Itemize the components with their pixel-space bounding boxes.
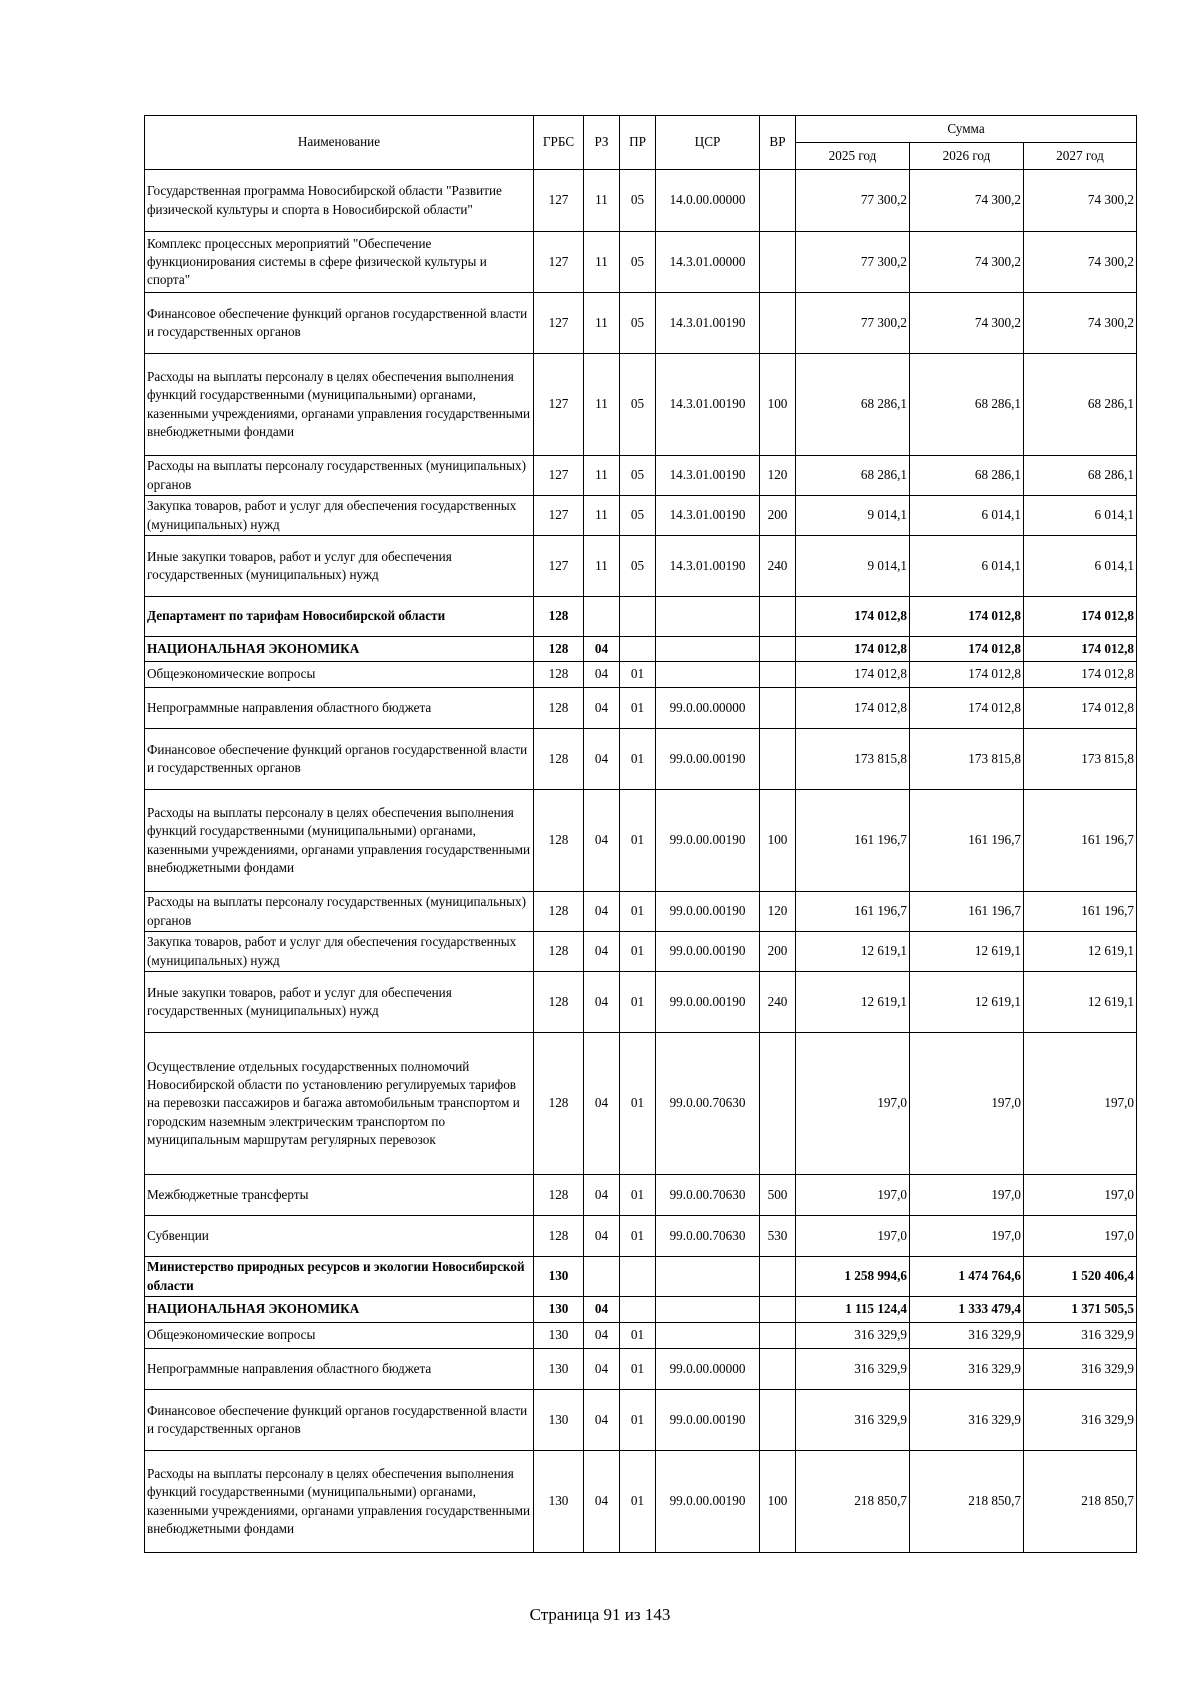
row-csr [656, 1323, 760, 1349]
row-rz: 04 [584, 1297, 620, 1323]
row-sum-2025: 9 014,1 [796, 496, 910, 536]
row-sum-2027: 68 286,1 [1024, 354, 1137, 456]
row-csr: 14.0.00.00000 [656, 170, 760, 232]
row-sum-2027: 161 196,7 [1024, 790, 1137, 892]
header-year-2026: 2026 год [910, 143, 1024, 170]
row-vr [760, 637, 796, 662]
row-name: Общеэкономические вопросы [145, 1323, 534, 1349]
row-sum-2027: 174 012,8 [1024, 662, 1137, 688]
row-csr: 99.0.00.00190 [656, 932, 760, 972]
row-csr: 99.0.00.70630 [656, 1175, 760, 1216]
header-csr: ЦСР [656, 116, 760, 170]
row-sum-2026: 74 300,2 [910, 232, 1024, 293]
row-vr [760, 688, 796, 729]
row-name: Расходы на выплаты персоналу в целях обеспечения выполнения функций государственными (муниципальными) органами, казенными учреждениями, органами управления государственными внебюджетными фондами [145, 1451, 534, 1553]
row-name: Субвенции [145, 1216, 534, 1257]
table-row [145, 729, 1137, 790]
row-csr: 99.0.00.00000 [656, 688, 760, 729]
row-sum-2027: 316 329,9 [1024, 1349, 1137, 1390]
row-name: Иные закупки товаров, работ и услуг для обеспечения государственных (муниципальных) нужд [145, 536, 534, 597]
row-pr: 05 [620, 232, 656, 293]
table-row [145, 1175, 1137, 1216]
row-csr: 99.0.00.00190 [656, 1451, 760, 1553]
row-vr [760, 293, 796, 354]
row-csr: 99.0.00.70630 [656, 1033, 760, 1175]
table-row [145, 170, 1137, 232]
row-sum-2027: 6 014,1 [1024, 496, 1137, 536]
row-pr: 05 [620, 293, 656, 354]
row-sum-2026: 161 196,7 [910, 892, 1024, 932]
row-rz: 11 [584, 293, 620, 354]
row-name: Иные закупки товаров, работ и услуг для обеспечения государственных (муниципальных) нужд [145, 972, 534, 1033]
row-sum-2025: 316 329,9 [796, 1390, 910, 1451]
row-pr: 01 [620, 790, 656, 892]
row-sum-2026: 6 014,1 [910, 536, 1024, 597]
row-sum-2025: 12 619,1 [796, 932, 910, 972]
row-sum-2025: 316 329,9 [796, 1349, 910, 1390]
row-sum-2027: 316 329,9 [1024, 1323, 1137, 1349]
row-sum-2027: 316 329,9 [1024, 1390, 1137, 1451]
row-rz: 11 [584, 354, 620, 456]
row-sum-2026: 174 012,8 [910, 688, 1024, 729]
row-sum-2025: 1 115 124,4 [796, 1297, 910, 1323]
row-vr [760, 170, 796, 232]
row-vr [760, 232, 796, 293]
row-pr: 01 [620, 1390, 656, 1451]
row-csr: 14.3.01.00190 [656, 354, 760, 456]
row-sum-2027: 197,0 [1024, 1175, 1137, 1216]
row-csr: 99.0.00.00190 [656, 892, 760, 932]
row-name: НАЦИОНАЛЬНАЯ ЭКОНОМИКА [145, 1297, 534, 1323]
row-rz: 04 [584, 1349, 620, 1390]
row-grbs: 128 [534, 597, 584, 637]
table-row [145, 1323, 1137, 1349]
row-pr: 01 [620, 1323, 656, 1349]
row-sum-2025: 173 815,8 [796, 729, 910, 790]
row-name: Осуществление отдельных государственных полномочий Новосибирской области по установлению регулируемых тарифов на перевозки пассажиров и багажа автомобильным транспортом и городским наземным электрическим транспортом по муниципальным маршрутам регулярных перевозок [145, 1033, 534, 1175]
row-sum-2026: 197,0 [910, 1216, 1024, 1257]
row-sum-2027: 12 619,1 [1024, 972, 1137, 1033]
row-sum-2027: 74 300,2 [1024, 293, 1137, 354]
row-sum-2025: 197,0 [796, 1175, 910, 1216]
row-name: НАЦИОНАЛЬНАЯ ЭКОНОМИКА [145, 637, 534, 662]
row-sum-2026: 74 300,2 [910, 170, 1024, 232]
row-csr: 14.3.01.00190 [656, 496, 760, 536]
row-vr [760, 597, 796, 637]
row-name: Министерство природных ресурсов и экологии Новосибирской области [145, 1257, 534, 1297]
row-csr [656, 637, 760, 662]
row-sum-2025: 197,0 [796, 1033, 910, 1175]
row-vr [760, 662, 796, 688]
row-grbs: 127 [534, 536, 584, 597]
row-name: Расходы на выплаты персоналу государственных (муниципальных) органов [145, 456, 534, 496]
row-name: Финансовое обеспечение функций органов государственной власти и государственных органов [145, 729, 534, 790]
row-sum-2025: 174 012,8 [796, 662, 910, 688]
row-vr: 530 [760, 1216, 796, 1257]
table-body [145, 170, 1137, 1553]
row-rz: 04 [584, 1323, 620, 1349]
row-pr: 01 [620, 1175, 656, 1216]
row-sum-2026: 174 012,8 [910, 597, 1024, 637]
row-csr: 99.0.00.00190 [656, 972, 760, 1033]
row-grbs: 130 [534, 1257, 584, 1297]
row-vr [760, 1297, 796, 1323]
table-row [145, 1033, 1137, 1175]
row-sum-2026: 218 850,7 [910, 1451, 1024, 1553]
row-pr [620, 1297, 656, 1323]
row-sum-2027: 174 012,8 [1024, 688, 1137, 729]
row-sum-2026: 68 286,1 [910, 354, 1024, 456]
row-rz: 04 [584, 972, 620, 1033]
row-rz: 11 [584, 536, 620, 597]
row-vr [760, 1390, 796, 1451]
row-pr: 05 [620, 456, 656, 496]
row-csr [656, 597, 760, 637]
row-vr [760, 1349, 796, 1390]
row-grbs: 128 [534, 972, 584, 1033]
budget-table [144, 115, 1137, 1553]
row-sum-2025: 174 012,8 [796, 597, 910, 637]
row-rz: 11 [584, 456, 620, 496]
row-vr: 100 [760, 790, 796, 892]
row-grbs: 128 [534, 932, 584, 972]
row-name: Государственная программа Новосибирской области "Развитие физической культуры и спорта в Новосибирской области" [145, 170, 534, 232]
row-csr: 99.0.00.00190 [656, 729, 760, 790]
row-pr: 05 [620, 354, 656, 456]
row-rz: 04 [584, 1390, 620, 1451]
header-rz: РЗ [584, 116, 620, 170]
row-vr [760, 729, 796, 790]
row-pr [620, 597, 656, 637]
row-name: Непрограммные направления областного бюджета [145, 688, 534, 729]
row-csr: 99.0.00.00190 [656, 790, 760, 892]
row-sum-2027: 173 815,8 [1024, 729, 1137, 790]
table-row [145, 232, 1137, 293]
row-sum-2026: 197,0 [910, 1033, 1024, 1175]
row-grbs: 130 [534, 1323, 584, 1349]
table-row [145, 1216, 1137, 1257]
row-vr [760, 1323, 796, 1349]
header-grbs: ГРБС [534, 116, 584, 170]
row-pr: 01 [620, 1349, 656, 1390]
row-sum-2025: 174 012,8 [796, 637, 910, 662]
row-vr: 500 [760, 1175, 796, 1216]
header-name: Наименование [145, 116, 534, 170]
row-sum-2026: 316 329,9 [910, 1390, 1024, 1451]
row-sum-2025: 316 329,9 [796, 1323, 910, 1349]
row-sum-2025: 1 258 994,6 [796, 1257, 910, 1297]
row-sum-2026: 316 329,9 [910, 1323, 1024, 1349]
row-rz [584, 597, 620, 637]
table-row [145, 972, 1137, 1033]
row-sum-2025: 68 286,1 [796, 354, 910, 456]
row-vr: 100 [760, 1451, 796, 1553]
row-name: Расходы на выплаты персоналу государственных (муниципальных) органов [145, 892, 534, 932]
row-pr: 01 [620, 1033, 656, 1175]
row-grbs: 128 [534, 662, 584, 688]
row-grbs: 130 [534, 1297, 584, 1323]
table-header [145, 116, 1137, 170]
row-csr [656, 1257, 760, 1297]
row-grbs: 128 [534, 892, 584, 932]
row-grbs: 127 [534, 456, 584, 496]
row-csr: 99.0.00.70630 [656, 1216, 760, 1257]
row-rz: 11 [584, 232, 620, 293]
row-sum-2027: 174 012,8 [1024, 637, 1137, 662]
row-sum-2025: 12 619,1 [796, 972, 910, 1033]
row-sum-2025: 68 286,1 [796, 456, 910, 496]
row-grbs: 130 [534, 1451, 584, 1553]
row-sum-2027: 1 371 505,5 [1024, 1297, 1137, 1323]
row-grbs: 128 [534, 729, 584, 790]
row-sum-2027: 12 619,1 [1024, 932, 1137, 972]
row-sum-2025: 174 012,8 [796, 688, 910, 729]
row-csr [656, 662, 760, 688]
row-sum-2025: 161 196,7 [796, 892, 910, 932]
table-row [145, 536, 1137, 597]
row-sum-2025: 77 300,2 [796, 293, 910, 354]
row-vr: 200 [760, 932, 796, 972]
row-rz: 11 [584, 170, 620, 232]
table-row [145, 688, 1137, 729]
row-grbs: 128 [534, 688, 584, 729]
row-pr [620, 1257, 656, 1297]
row-grbs: 128 [534, 637, 584, 662]
row-sum-2026: 68 286,1 [910, 456, 1024, 496]
row-vr: 200 [760, 496, 796, 536]
header-sum: Сумма [796, 116, 1137, 143]
row-sum-2027: 218 850,7 [1024, 1451, 1137, 1553]
row-grbs: 128 [534, 1033, 584, 1175]
table-row [145, 637, 1137, 662]
row-sum-2027: 74 300,2 [1024, 170, 1137, 232]
row-sum-2026: 74 300,2 [910, 293, 1024, 354]
row-rz: 04 [584, 729, 620, 790]
row-csr: 14.3.01.00190 [656, 293, 760, 354]
table-row [145, 1451, 1137, 1553]
row-name: Финансовое обеспечение функций органов государственной власти и государственных органов [145, 1390, 534, 1451]
row-rz: 04 [584, 892, 620, 932]
row-rz: 04 [584, 688, 620, 729]
row-vr: 240 [760, 536, 796, 597]
row-name: Межбюджетные трансферты [145, 1175, 534, 1216]
row-csr [656, 1297, 760, 1323]
row-sum-2027: 1 520 406,4 [1024, 1257, 1137, 1297]
row-sum-2026: 161 196,7 [910, 790, 1024, 892]
row-rz: 04 [584, 637, 620, 662]
row-rz: 04 [584, 1175, 620, 1216]
row-pr: 05 [620, 170, 656, 232]
table-row [145, 1257, 1137, 1297]
row-pr [620, 637, 656, 662]
row-sum-2027: 174 012,8 [1024, 597, 1137, 637]
row-sum-2025: 77 300,2 [796, 170, 910, 232]
row-sum-2026: 316 329,9 [910, 1349, 1024, 1390]
row-pr: 01 [620, 1216, 656, 1257]
row-sum-2026: 174 012,8 [910, 662, 1024, 688]
row-sum-2027: 6 014,1 [1024, 536, 1137, 597]
table-row [145, 597, 1137, 637]
row-vr [760, 1033, 796, 1175]
row-rz: 04 [584, 1216, 620, 1257]
table-row [145, 1349, 1137, 1390]
row-grbs: 128 [534, 1216, 584, 1257]
row-vr: 120 [760, 456, 796, 496]
row-pr: 01 [620, 1451, 656, 1553]
row-name: Департамент по тарифам Новосибирской области [145, 597, 534, 637]
row-vr: 100 [760, 354, 796, 456]
page-number: Страница 91 из 143 [529, 1605, 671, 1624]
row-grbs: 127 [534, 232, 584, 293]
row-rz: 04 [584, 790, 620, 892]
row-rz: 11 [584, 496, 620, 536]
row-rz: 04 [584, 662, 620, 688]
row-pr: 01 [620, 688, 656, 729]
row-sum-2027: 197,0 [1024, 1216, 1137, 1257]
row-csr: 99.0.00.00000 [656, 1349, 760, 1390]
table-row [145, 354, 1137, 456]
row-sum-2025: 77 300,2 [796, 232, 910, 293]
row-pr: 01 [620, 729, 656, 790]
row-name: Закупка товаров, работ и услуг для обеспечения государственных (муниципальных) нужд [145, 496, 534, 536]
row-sum-2025: 197,0 [796, 1216, 910, 1257]
row-rz: 04 [584, 1451, 620, 1553]
row-rz [584, 1257, 620, 1297]
row-sum-2027: 74 300,2 [1024, 232, 1137, 293]
row-pr: 05 [620, 536, 656, 597]
row-sum-2027: 68 286,1 [1024, 456, 1137, 496]
row-rz: 04 [584, 1033, 620, 1175]
header-vr: ВР [760, 116, 796, 170]
table-row [145, 790, 1137, 892]
row-sum-2026: 12 619,1 [910, 972, 1024, 1033]
row-grbs: 127 [534, 354, 584, 456]
row-name: Комплекс процессных мероприятий "Обеспечение функционирования системы в сфере физической культуры и спорта" [145, 232, 534, 293]
table-row [145, 932, 1137, 972]
row-pr: 01 [620, 972, 656, 1033]
row-pr: 05 [620, 496, 656, 536]
row-pr: 01 [620, 892, 656, 932]
row-name: Финансовое обеспечение функций органов государственной власти и государственных органов [145, 293, 534, 354]
row-pr: 01 [620, 932, 656, 972]
row-vr [760, 1257, 796, 1297]
row-sum-2025: 218 850,7 [796, 1451, 910, 1553]
row-sum-2026: 1 474 764,6 [910, 1257, 1024, 1297]
row-sum-2027: 161 196,7 [1024, 892, 1137, 932]
row-csr: 14.3.01.00190 [656, 456, 760, 496]
row-grbs: 130 [534, 1349, 584, 1390]
header-year-2027: 2027 год [1024, 143, 1137, 170]
table-row [145, 456, 1137, 496]
row-name: Закупка товаров, работ и услуг для обеспечения государственных (муниципальных) нужд [145, 932, 534, 972]
row-name: Непрограммные направления областного бюджета [145, 1349, 534, 1390]
row-pr: 01 [620, 662, 656, 688]
row-sum-2026: 12 619,1 [910, 932, 1024, 972]
table-row [145, 892, 1137, 932]
row-grbs: 127 [534, 496, 584, 536]
row-name: Общеэкономические вопросы [145, 662, 534, 688]
row-name: Расходы на выплаты персоналу в целях обеспечения выполнения функций государственными (муниципальными) органами, казенными учреждениями, органами управления государственными внебюджетными фондами [145, 790, 534, 892]
table-row [145, 1297, 1137, 1323]
row-sum-2025: 9 014,1 [796, 536, 910, 597]
row-sum-2026: 173 815,8 [910, 729, 1024, 790]
table-row [145, 496, 1137, 536]
row-csr: 99.0.00.00190 [656, 1390, 760, 1451]
header-year-2025: 2025 год [796, 143, 910, 170]
row-csr: 14.3.01.00190 [656, 536, 760, 597]
row-sum-2026: 174 012,8 [910, 637, 1024, 662]
row-sum-2025: 161 196,7 [796, 790, 910, 892]
row-vr: 120 [760, 892, 796, 932]
row-grbs: 128 [534, 790, 584, 892]
row-sum-2027: 197,0 [1024, 1033, 1137, 1175]
row-sum-2026: 1 333 479,4 [910, 1297, 1024, 1323]
table-row [145, 1390, 1137, 1451]
row-name: Расходы на выплаты персоналу в целях обеспечения выполнения функций государственными (муниципальными) органами, казенными учреждениями, органами управления государственными внебюджетными фондами [145, 354, 534, 456]
table-row [145, 662, 1137, 688]
row-csr: 14.3.01.00000 [656, 232, 760, 293]
row-sum-2026: 6 014,1 [910, 496, 1024, 536]
row-sum-2026: 197,0 [910, 1175, 1024, 1216]
row-grbs: 127 [534, 293, 584, 354]
row-rz: 04 [584, 932, 620, 972]
table-row [145, 293, 1137, 354]
row-grbs: 130 [534, 1390, 584, 1451]
header-pr: ПР [620, 116, 656, 170]
row-grbs: 127 [534, 170, 584, 232]
row-grbs: 128 [534, 1175, 584, 1216]
row-vr: 240 [760, 972, 796, 1033]
